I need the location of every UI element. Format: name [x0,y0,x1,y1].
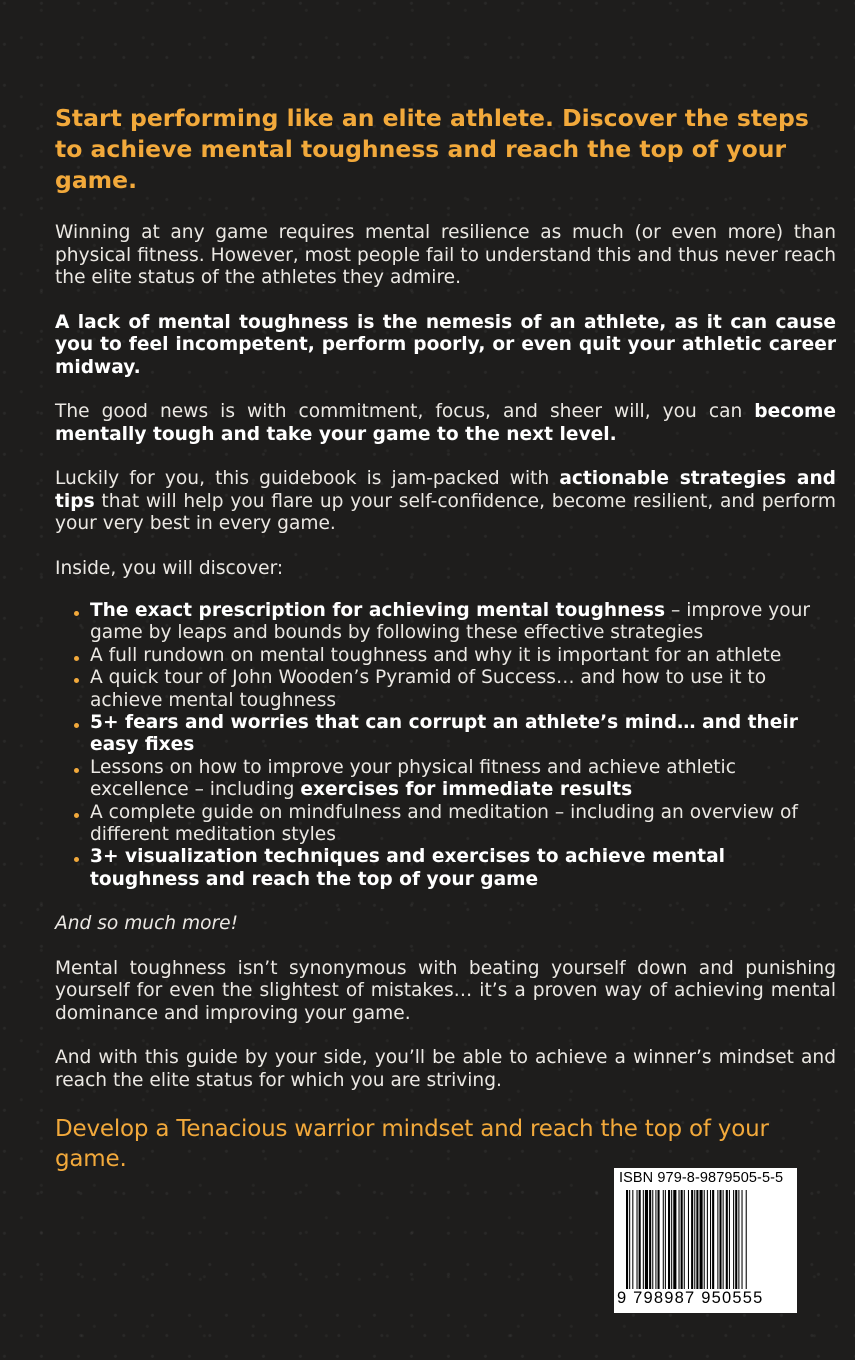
paragraph-guidebook [55,468,836,536]
paragraph-winner-mindset: And with this guide by your side, you’ll be able to achieve a winner’s mindset and reach the elite status for which you are striving. [55,1047,836,1091]
bullet-dot-icon [74,656,79,661]
paragraph-winning: Winning at any game requires mental resilience as much (or even more) than physical fitness. However, most people fail to understand this and thus never reach the elite status of the athletes they admire. [55,222,836,288]
bullet-dot-icon [74,611,79,616]
list-item: The exact prescription for achieving mental toughness – improve your game by leaps and bounds by following these effective strategies [75,600,836,645]
inside-intro: Inside, you will discover: [55,557,284,579]
guidebook-text-a: Luckily for you, this guidebook is jam-packed with [55,468,560,489]
guidebook-bold: actionable strategies and tips [55,468,836,512]
list-item: 3+ visualization techniques and exercises to achieve mental toughness and reach the top of your game [75,846,836,891]
bullet-dot-icon [74,813,79,818]
list-item: A quick tour of John Wooden’s Pyramid of Success… and how to use it to achieve mental toughness [75,667,836,712]
so-much-more: And so much more! [55,913,239,935]
isbn-barcode [614,1168,797,1313]
barcode-digits: 9 798987 950555 [617,1289,764,1307]
paragraph-synonymous: Mental toughness isn’t synonymous with beating yourself down and punishing yourself for even the slightest of mistakes… it’s a proven way of achieving mental dominance and improving your game. [55,957,836,1024]
bullet-dot-icon [74,723,79,728]
bullet-dot-icon [74,768,79,773]
list-item: Lessons on how to improve your physical fitness and achieve athletic excellence – including exercises for immediate results [75,757,836,802]
bullet-dot-icon [74,678,79,683]
good-news-bold: become mentally tough and take your game to the next level. [55,401,836,445]
back-cover-text [55,103,836,1174]
list-item: A full rundown on mental toughness and why it is important for an athlete [75,645,836,667]
good-news-text: The good news is with commitment, focus, and sheer will, you can [55,401,755,422]
isbn-label: ISBN 979-8-9879505-5-5 [619,1170,784,1186]
bullet-dot-icon [74,857,79,862]
headline: Start performing like an elite athlete. Discover the steps to achieve mental toughness and reach the top of your game. [55,104,809,194]
list-item: 5+ fears and worries that can corrupt an athlete’s mind… and their easy fixes [75,712,836,757]
paragraph-nemesis: A lack of mental toughness is the nemesis of an athlete, as it can cause you to feel incompetent, perform poorly, or even quit your athletic career midway. [55,311,836,378]
list-item: A complete guide on mindfulness and meditation – including an overview of different meditation styles [75,802,836,847]
paragraph-good-news [55,401,836,446]
feature-list [75,600,836,891]
closing-tagline: Develop a Tenacious warrior mindset and reach the top of your game. [55,1116,769,1173]
guidebook-text-b: that will help you flare up your self-confidence, become resilient, and perform your very best in every game. [55,490,836,534]
